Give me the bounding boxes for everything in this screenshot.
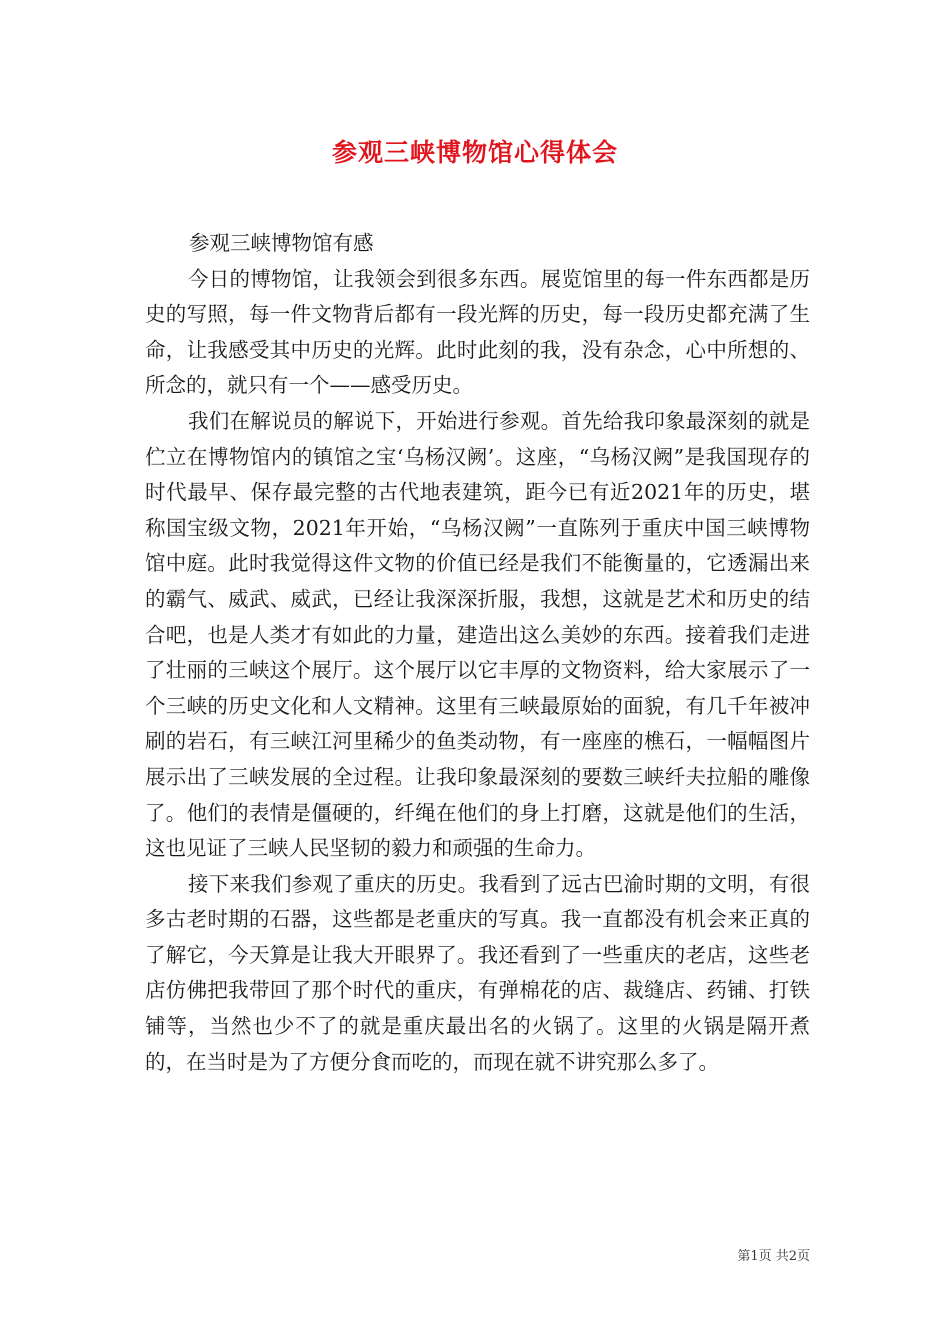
paragraph: 今日的博物馆，让我领会到很多东西。展览馆里的每一件东西都是历史的写照，每一件文物背后都有一段光辉的历史，每一段历史都充满了生命，让我感受其中历史的光辉。此时此刻的我，没有杂念，心中所想的、所念的，就只有一个——感受历史。 xyxy=(145,266,810,398)
page-number: 第1页 共2页 xyxy=(737,1249,810,1264)
article-subtitle: 参观三峡博物馆有感 xyxy=(189,231,374,255)
paragraph: 接下来我们参观了重庆的历史。我看到了远古巴渝时期的文明，有很多古老时期的石器，这些都是老重庆的写真。我一直都没有机会来正真的了解它，今天算是让我大开眼界了。我还看到了一些重庆的老店，这些老店仿佛把我带回了那个时代的重庆，有弹棉花的店、裁缝店、药铺、打铁铺等，当然也少不了的就是重庆最出名的火锅了。这里的火锅是隔开煮的，在当时是为了方便分食而吃的，而现在就不讲究那么多了。 xyxy=(145,871,810,1074)
paragraph: 我们在解说员的解说下，开始进行参观。首先给我印象最深刻的就是伫立在博物馆内的镇馆之宝‘乌杨汉阙’。这座，“乌杨汉阙”是我国现存的时代最早、保存最完整的古代地表建筑，距今已有近2021年的历史，堪称国宝级文物，2021年开始，“乌杨汉阙”一直陈列于重庆中国三峡博物馆中庭。此时我觉得这件文物的价值已经是我们不能衡量的，它透漏出来的霸气、威武、威武，已经让我深深折服，我想，这就是艺术和历史的结合吧，也是人类才有如此的力量，建造出这么美妙的东西。接着我们走进了壮丽的三峡这个展厅。这个展厅以它丰厚的文物资料，给大家展示了一个三峡的历史文化和人文精神。这里有三峡最原始的面貌，有几千年被冲刷的岩石，有三峡江河里稀少的鱼类动物，有一座座的樵石，一幅幅图片展示出了三峡发展的全过程。让我印象最深刻的要数三峡纤夫拉船的雕像了。他们的表情是僵硬的，纤绳在他们的身上打磨，这就是他们的生活，这也见证了三峡人民坚韧的毅力和顽强的生命力。 xyxy=(145,408,810,861)
article-body xyxy=(145,226,810,1080)
page-title: 参观三峡博物馆心得体会 xyxy=(331,138,618,167)
